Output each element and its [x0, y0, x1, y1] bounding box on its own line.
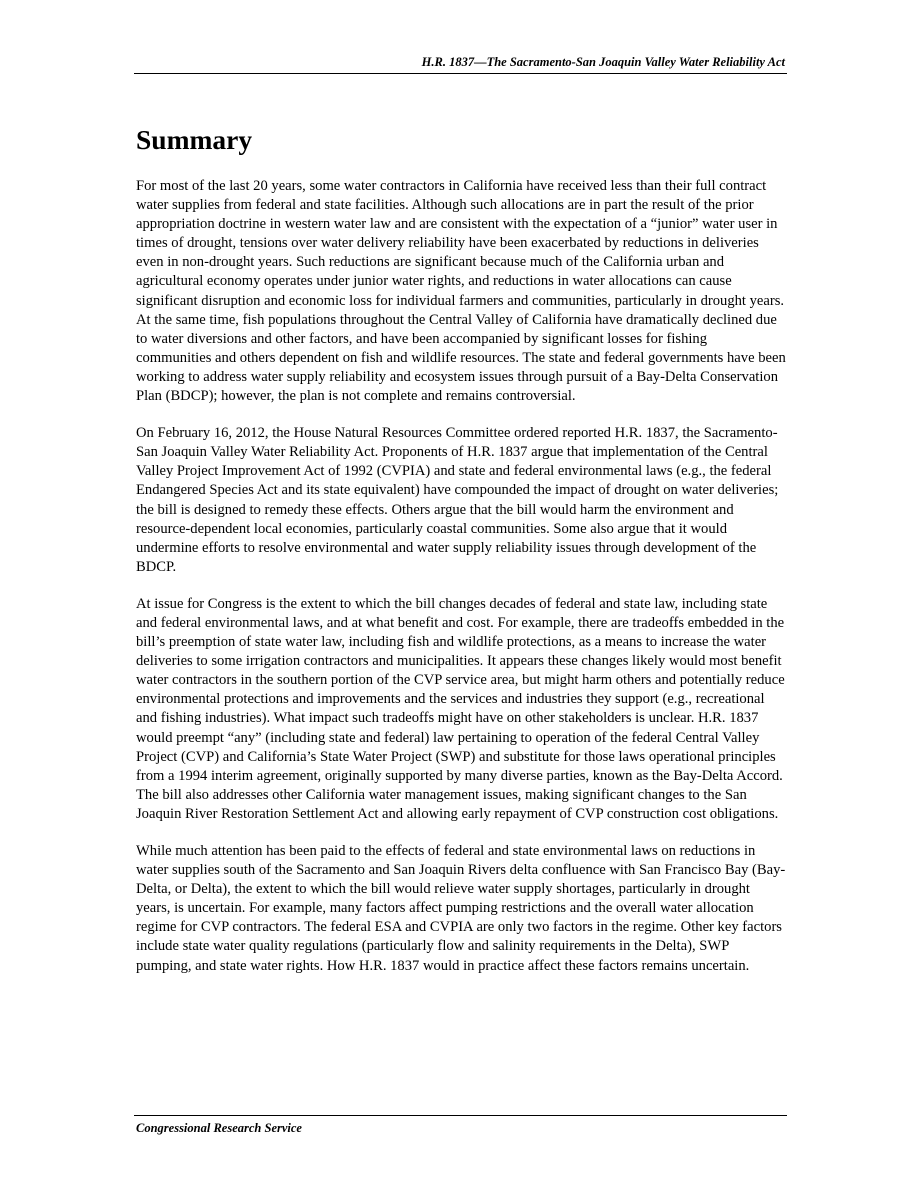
paragraph: On February 16, 2012, the House Natural Resources Committee ordered reported H.R. 1837, the Sacramento-San Joaquin Valley Water Reliability Act. Proponents of H.R. 1837 argue that implementation of the Central Valley Project Improvement Act of 1992 (CVPIA) and state and federal environmental laws (e.g., the federal Endangered Species Act and its state equivalent) have compounded the impact of drought on water deliveries; the bill is designed to remedy these effects. Others argue that the bill would harm the environment and resource-dependent local economies, particularly coastal communities. Some also argue that it would undermine efforts to resolve environmental and water supply reliability issues through development of the BDCP.	[136, 425, 779, 575]
paragraph: At issue for Congress is the extent to which the bill changes decades of federal and state law, including state and federal environmental laws, and at what benefit and cost. For example, there are tradeoffs embedded in the bill’s preemption of state water law, including fish and wildlife protections, as a means to increase the water deliveries to some irrigation contractors and municipalities. It appears these changes likely would most benefit water contractors in the southern portion of the CVP service area, but might harm others and potentially reduce environmental protections and improvements and the services and industries they support (e.g., recreational and fishing industries). What impact such tradeoffs might have on other stakeholders is unclear. H.R. 1837 would preempt “any” (including state and federal) law pertaining to operation of the federal Central Valley Project (CVP) and California’s State Water Project (SWP) and substitute for those laws operational principles from a 1994 interim agreement, originally supported by many diverse parties, known as the Bay-Delta Accord. The bill also addresses other California water management issues, making significant changes to the San Joaquin River Restoration Settlement Act and allowing early repayment of CVP construction cost obligations.	[136, 595, 785, 822]
paragraph: For most of the last 20 years, some water contractors in California have received less than their full contract water supplies from federal and state facilities. Although such allocations are in part the result of the prior appropriation doctrine in western water law and are consistent with the expectation of a “junior” water user in times of drought, tensions over water delivery reliability have been exacerbated by reductions in deliveries even in non-drought years. Such reductions are significant because much of the California urban and agricultural economy operates under junior water rights, and reductions in water allocations can cause significant disruption and economic loss for individual farmers and communities, particularly in drought years. At the same time, fish populations throughout the Central Valley of California have dramatically declined due to water diversions and other factors, and have been accompanied by significant losses for fishing communities and others dependent on fish and wildlife resources. The state and federal governments have been working to address water supply reliability and ecosystem issues through pursuit of a Bay-Delta Conservation Plan (BDCP); however, the plan is not complete and remains controversial.	[136, 178, 786, 405]
summary-body	[136, 177, 786, 994]
page-title: Summary	[136, 124, 253, 155]
running-header: H.R. 1837—The Sacramento-San Joaquin Valley Water Reliability Act	[421, 55, 785, 69]
paragraph: While much attention has been paid to the effects of federal and state environmental laws on reductions in water supplies south of the Sacramento and San Joaquin Rivers delta confluence with San Francisco Bay (Bay-Delta, or Delta), the extent to which the bill would relieve water supply shortages, particularly in drought years, is uncertain. For example, many factors affect pumping restrictions and the overall water allocation regime for CVP contractors. The federal ESA and CVPIA are only two factors in the regime. Other key factors include state water quality regulations (particularly flow and salinity requirements in the Delta), SWP pumping, and state water rights. How H.R. 1837 would in practice affect these factors remains uncertain.	[136, 843, 786, 974]
header-rule	[134, 73, 787, 74]
footer-source: Congressional Research Service	[136, 1121, 302, 1135]
footer-rule	[134, 1115, 787, 1116]
